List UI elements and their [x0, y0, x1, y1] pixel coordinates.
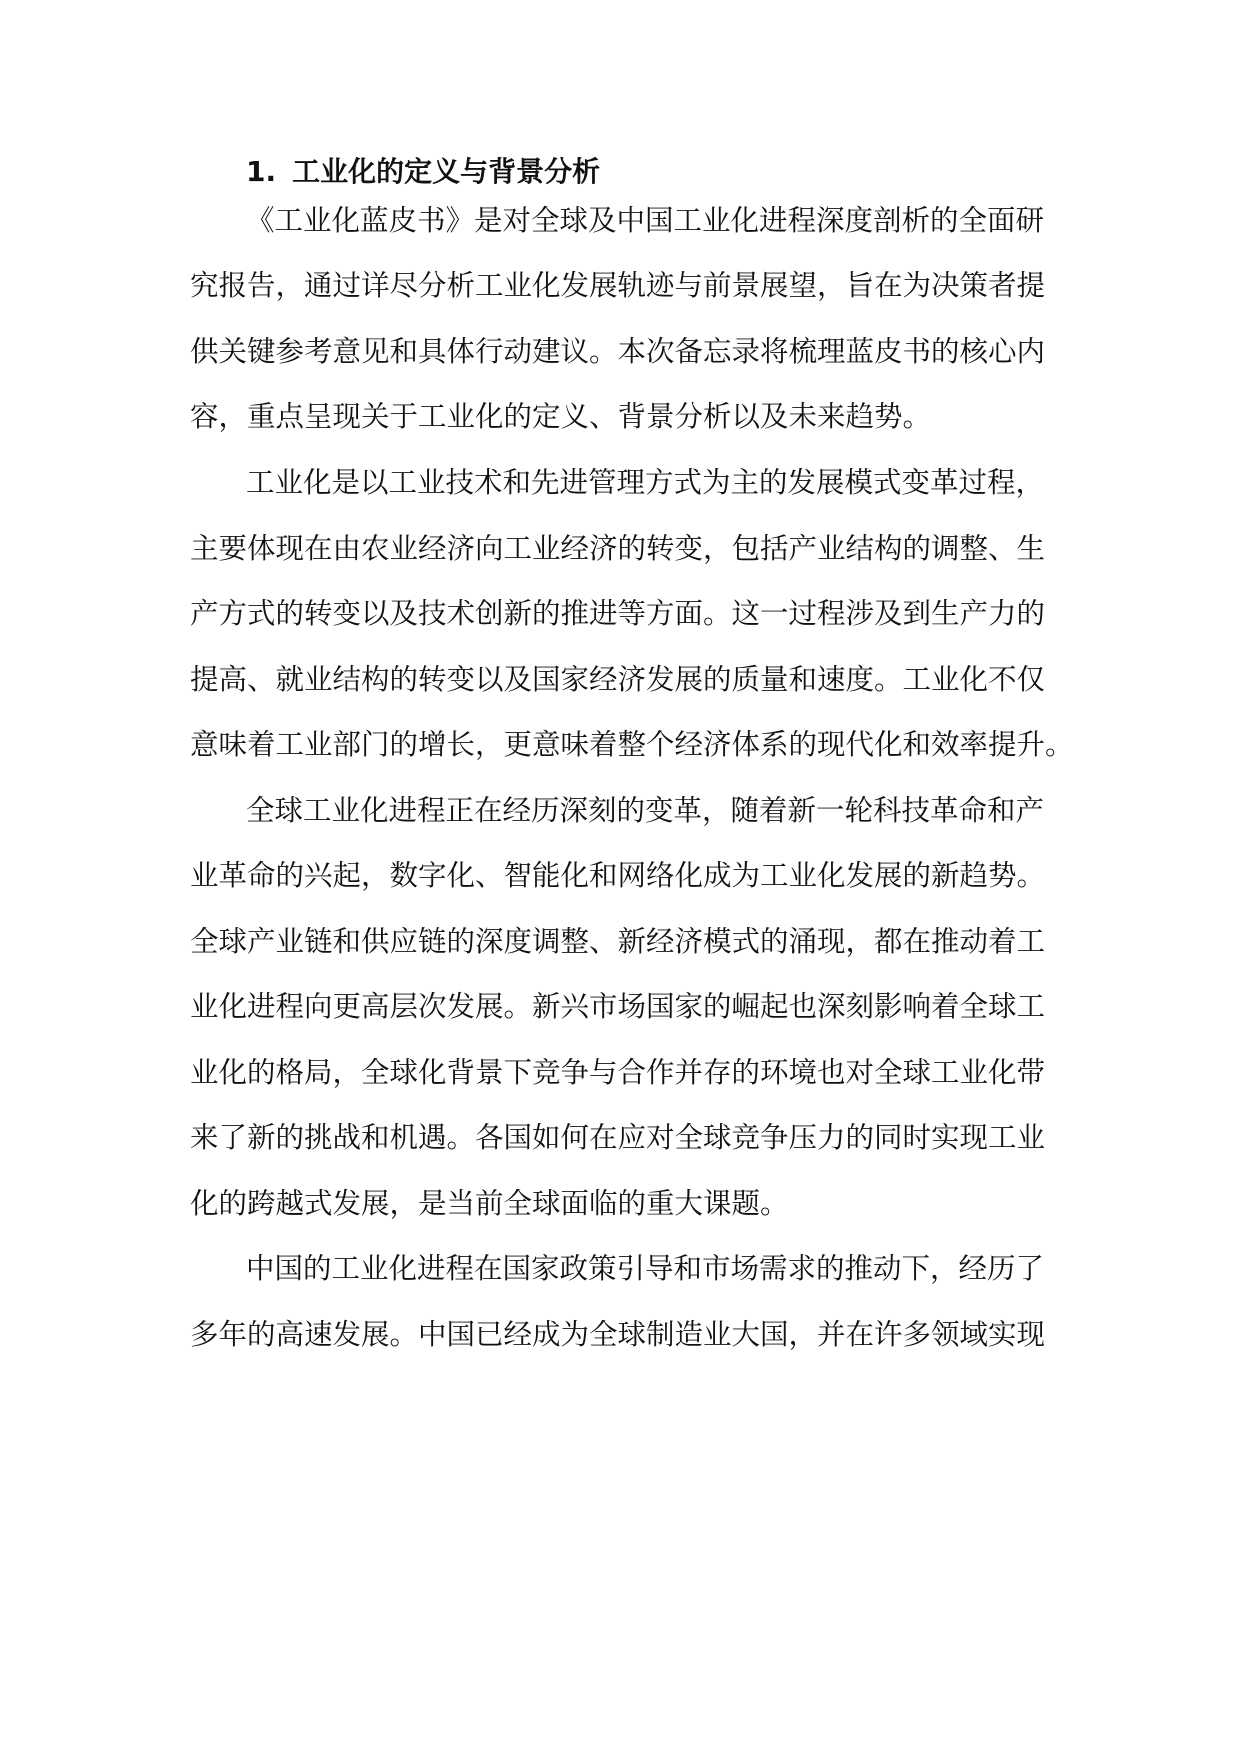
- section-number: 1.: [246, 155, 277, 188]
- paragraph-line: 提高、就业结构的转变以及国家经济发展的质量和速度。工业化不仅: [190, 663, 1046, 696]
- section-heading: [246, 148, 600, 196]
- paragraph-line: 全球产业链和供应链的深度调整、新经济模式的涌现，都在推动着工: [190, 925, 1046, 958]
- paragraph-line: 供关键参考意见和具体行动建议。本次备忘录将梳理蓝皮书的核心内: [190, 335, 1046, 368]
- paragraph-line: 容，重点呈现关于工业化的定义、背景分析以及未来趋势。: [190, 400, 932, 433]
- paragraph-line: 意味着工业部门的增长，更意味着整个经济体系的现代化和效率提升。: [190, 728, 1074, 761]
- paragraph-line: 化的跨越式发展，是当前全球面临的重大课题。: [190, 1187, 789, 1220]
- paragraph-line: 全球工业化进程正在经历深刻的变革，随着新一轮科技革命和产: [246, 794, 1045, 827]
- paragraph-line: 中国的工业化进程在国家政策引导和市场需求的推动下，经历了: [246, 1252, 1045, 1285]
- paragraph-line: 多年的高速发展。中国已经成为全球制造业大国，并在许多领域实现: [190, 1318, 1046, 1351]
- paragraph-line: 究报告，通过详尽分析工业化发展轨迹与前景展望，旨在为决策者提: [190, 269, 1046, 302]
- paragraph-line: 工业化是以工业技术和先进管理方式为主的发展模式变革过程，: [246, 466, 1045, 499]
- paragraph-line: 产方式的转变以及技术创新的推进等方面。这一过程涉及到生产力的: [190, 597, 1046, 630]
- paragraph-line: 来了新的挑战和机遇。各国如何在应对全球竞争压力的同时实现工业: [190, 1121, 1046, 1154]
- paragraph-line: 主要体现在由农业经济向工业经济的转变，包括产业结构的调整、生: [190, 532, 1046, 565]
- paragraph-line: 业化进程向更高层次发展。新兴市场国家的崛起也深刻影响着全球工: [190, 990, 1046, 1023]
- paragraph-line: 《工业化蓝皮书》是对全球及中国工业化进程深度剖析的全面研: [246, 204, 1045, 237]
- paragraph-line: 业化的格局，全球化背景下竞争与合作并存的环境也对全球工业化带: [190, 1056, 1046, 1089]
- paragraph-line: 业革命的兴起，数字化、智能化和网络化成为工业化发展的新趋势。: [190, 859, 1046, 892]
- section-title: 工业化的定义与背景分析: [292, 155, 601, 188]
